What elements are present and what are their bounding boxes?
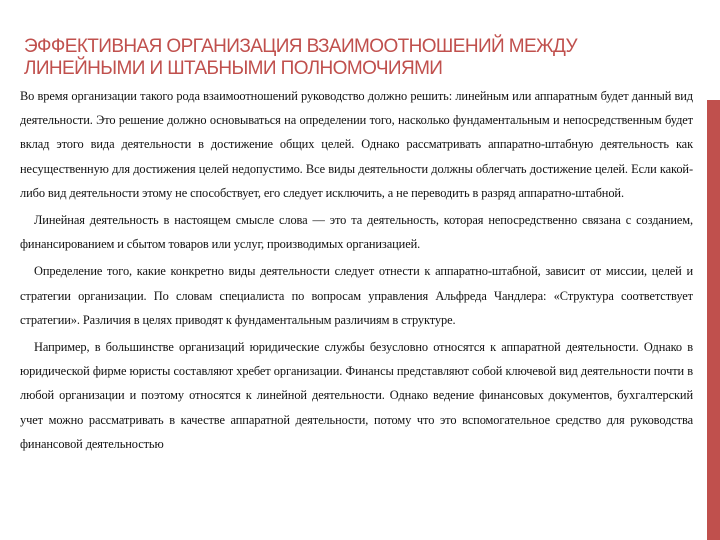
accent-bar [707,100,720,540]
slide-title-line-1: ЭФФЕКТИВНАЯ ОРГАНИЗАЦИЯ ВЗАИМООТНОШЕНИЙ МЕЖДУ [24,36,577,57]
paragraph-3: Определение того, какие конкретно виды деятельности следует отнести к аппаратно-штабной, зависит от миссии, целей и стратегии организации. По словам специалиста по вопросам управления Альфреда Чандлера: «Структура соответствует стратегии». Различия в целях приводят к фундаментальным различиям в структуре. [20,264,693,327]
paragraph-2: Линейная деятельность в настоящем смысле слова — это та деятельность, которая непосредственно связана с созданием, финансированием и сбытом товаров или услуг, производимых организацией. [20,213,693,252]
slide-body [20,84,693,456]
paragraph-1: Во время организации такого рода взаимоотношений руководство должно решить: линейным или аппаратным будет данный вид деятельности. Это решение должно основываться на определении того, насколько фундаментальным и непосредственным будет вклад этого вида деятельности в достижение общих целей. Однако рассматривать аппаратно-штабную деятельность как несущественную для достижения целей недопустимо. Все виды деятельности должны облегчать достижение целей. Если какой-либо вид деятельности этому не способствует, его следует исключить, а не переводить в разряд аппаратно-штабной. [20,89,693,200]
slide-title-line-2: ЛИНЕЙНЫМИ И ШТАБНЫМИ ПОЛНОМОЧИЯМИ [24,58,443,79]
slide-title [24,36,664,80]
paragraph-4: Например, в большинстве организаций юридические службы безусловно относятся к аппаратной деятельности. Однако в юридической фирме юристы составляют хребет организации. Финансы представляют собой ключевой вид деятельности почти в любой организации и поэтому относятся к линейной деятельности. Однако ведение финансовых документов, бухгалтерский учет можно рассматривать в качестве аппаратной деятельности, потому что это вспомогательное средство для руководства финансовой деятельностью [20,340,693,451]
